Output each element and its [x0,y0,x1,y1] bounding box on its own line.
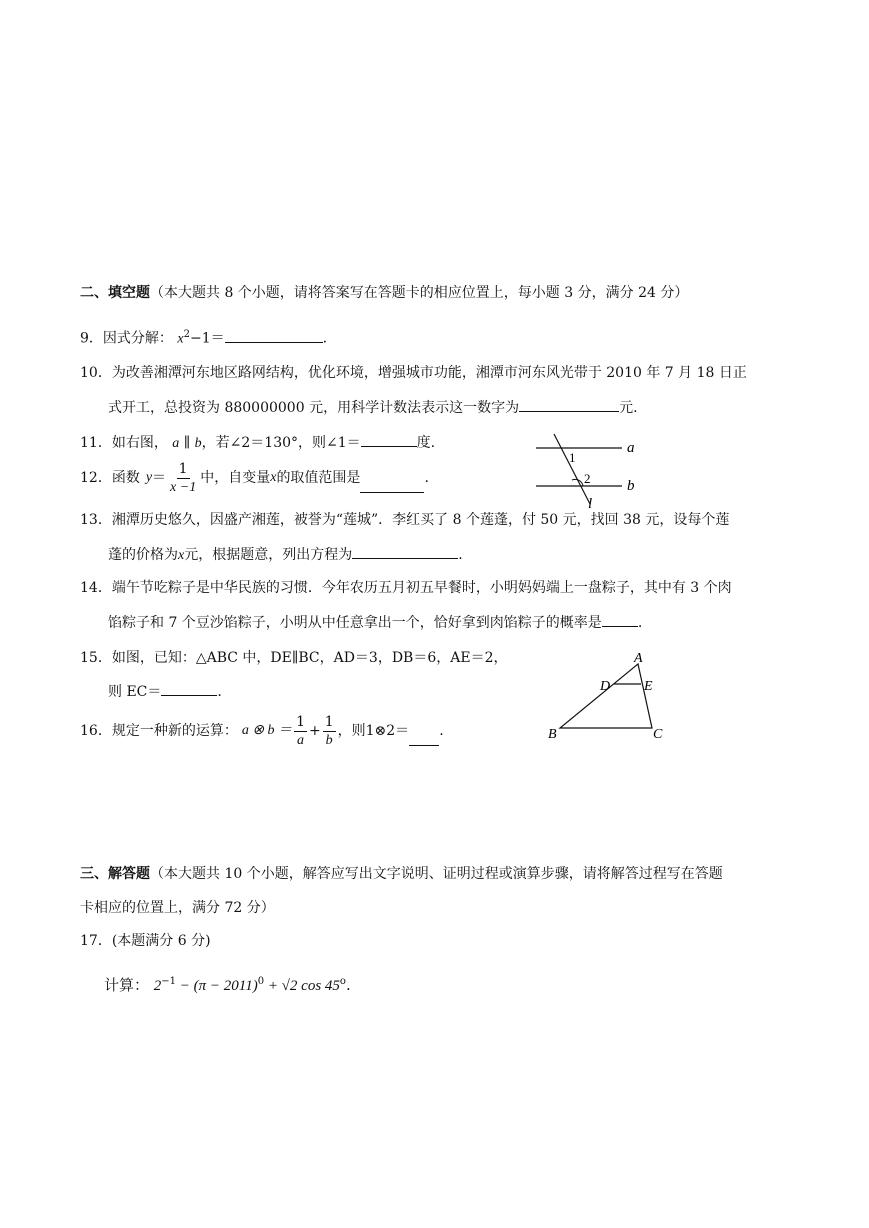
q14-answer-blank[interactable] [602,612,638,627]
q13-text2b: 元，根据题意，列出方程为 [184,547,353,563]
question-10-line2 [108,397,638,418]
question-17-expression [104,972,351,996]
q17-exp1: −1 [161,976,177,987]
label-A: A [634,651,643,666]
q10-text2: 式开工，总投资为 880000000 元，用科学计数法表示这一数字为 [108,400,520,416]
q17-term1: 2 [153,978,162,994]
q16-number: 16． [80,723,112,739]
q15-text1: 如图，已知：△ABC 中，DE∥BC，AD＝3，DB＝6，AE＝2， [111,650,508,666]
question-9 [80,325,327,350]
question-13-line2 [108,544,463,566]
q12-fraction [168,460,198,497]
q14-text2: 馅粽子和 7 个豆沙馅粽子，小明从中任意拿出一个，恰好拿到肉馅粽子的概率是 [108,615,602,631]
question-15-line1 [80,648,508,668]
q14-end: . [637,615,643,631]
question-13-line1 [80,510,729,530]
line-l [554,434,590,504]
label-E: E [644,679,653,694]
question-14-line1 [80,578,732,598]
question-17-header [80,931,211,951]
q12-var-y: y [145,470,153,485]
question-14-line2 [108,612,642,633]
q15-text2: 则 EC＝ [108,684,162,700]
q16-end: . [439,723,444,739]
label-l: l [588,496,593,512]
q13-text1: 湘潭历史悠久，因盛产湘莲，被誉为“莲城”．李红买了 8 个莲蓬，付 50 元，找回 38 元，设每个莲 [111,512,730,528]
section3-heading: 三、解答题 [80,866,150,882]
q12-text1: 函数 [111,470,140,486]
q17-term3: + √2 cos 45 [264,978,340,994]
q9-text: 因式分解： [102,330,173,347]
q11-text2: ，若∠2＝130°，则∠1＝ [201,435,361,451]
section2-note: （本大题共 8 个小题，请将答案写在答题卡的相应位置上，每小题 3 分，满分 24 分） [150,285,689,301]
section2-title [80,283,688,303]
q11-end: 度. [416,435,436,451]
q16-expr: 1⊗2＝ [365,723,410,739]
q13-number: 13． [80,512,112,528]
q12-text3: 的取值范围是 [276,470,361,486]
label-a: a [627,440,635,456]
section2-heading: 二、填空题 [80,285,150,301]
label-B: B [548,727,557,742]
q16-plus: + [308,723,321,739]
q15-number: 15． [80,650,112,666]
label-b: b [627,478,635,494]
section3-note1: （本大题共 10 个小题，解答应写出文字说明、证明过程或演算步骤，请将解答过程写在答题 [150,866,723,882]
q12-number: 12． [80,470,112,486]
q10-end: 元. [619,400,638,416]
figure-parallel-lines [528,430,648,512]
q17-exp2: 0 [257,976,265,987]
q11-var-a: a [172,436,180,451]
q16-text2: ，则 [337,723,366,739]
label-angle-1: 1 [569,450,576,465]
q11-text1: 如右图， [111,435,168,451]
q17-number: 17． [80,933,112,949]
q15-answer-blank[interactable] [161,681,217,696]
q16-lhs: a ⊗ b ＝ [241,723,293,738]
q17-end: . [345,976,351,994]
question-16 [80,708,444,754]
q12-eq: ＝ [152,470,167,486]
q11-number: 11． [80,435,112,451]
q11-parallel: ∥ [183,435,191,451]
q16-fraction-2 [323,713,336,750]
q16-frac1-den: a [297,732,305,748]
q17-label: 计算： [104,976,150,994]
q10-number: 10． [80,365,112,381]
q16-frac1-num: 1 [296,713,305,730]
q12-var-x: x [270,470,277,485]
q9-expr-rest: −1＝ [189,330,225,347]
q12-answer-blank[interactable] [360,478,424,493]
q13-var-x: x [178,548,185,563]
figure-triangle [540,648,670,746]
section3-note2: 卡相应的位置上，满分 72 分） [80,900,275,916]
q12-frac-den: x −1 [170,479,197,495]
label-C: C [653,727,663,742]
q10-answer-blank[interactable] [519,397,619,412]
q9-answer-blank[interactable] [225,328,323,343]
question-10-line1 [80,363,747,383]
q13-text2a: 蓬的价格为 [108,547,178,563]
q16-fraction-1 [294,713,307,750]
q12-end: . [424,470,429,486]
q15-end: . [217,684,222,700]
question-15-line2 [108,681,222,702]
q9-end: . [322,330,328,347]
q14-text1: 端午节吃粽子是中华民族的习惯．今年农历五月初五早餐时，小明妈妈端上一盘粽子，其中有 3 个肉 [111,580,732,596]
q17-exp3: o [339,976,346,987]
q11-answer-blank[interactable] [361,432,417,447]
q9-exp: 2 [183,329,190,340]
q17-term2: − (π − 2011) [176,978,258,994]
q11-var-b: b [194,436,202,451]
q16-frac2-num: 1 [324,713,334,730]
section3-title-line1 [80,864,723,884]
q12-text2: 中，自变量 [200,470,271,486]
q13-answer-blank[interactable] [352,544,458,559]
q16-text1: 规定一种新的运算： [111,723,238,739]
q16-answer-blank[interactable] [409,731,439,746]
question-11 [80,432,435,454]
q10-text1: 为改善湘潭河东地区路网结构，优化环境，增强城市功能，湘潭市河东风光带于 2010 年 7 月 18 日正 [111,365,747,381]
section3-title-line2 [80,898,275,918]
q9-number: 9． [80,330,103,347]
q17-score: (本题满分 6 分) [111,933,211,949]
question-12 [80,455,429,501]
q14-number: 14． [80,580,112,596]
q9-var: x [177,331,184,347]
triangle-abc [560,664,652,728]
label-angle-2: 2 [584,471,591,486]
q12-frac-num: 1 [178,460,188,477]
label-D: D [600,679,611,694]
q16-frac2-den: b [325,732,333,748]
q13-end: . [458,547,463,563]
